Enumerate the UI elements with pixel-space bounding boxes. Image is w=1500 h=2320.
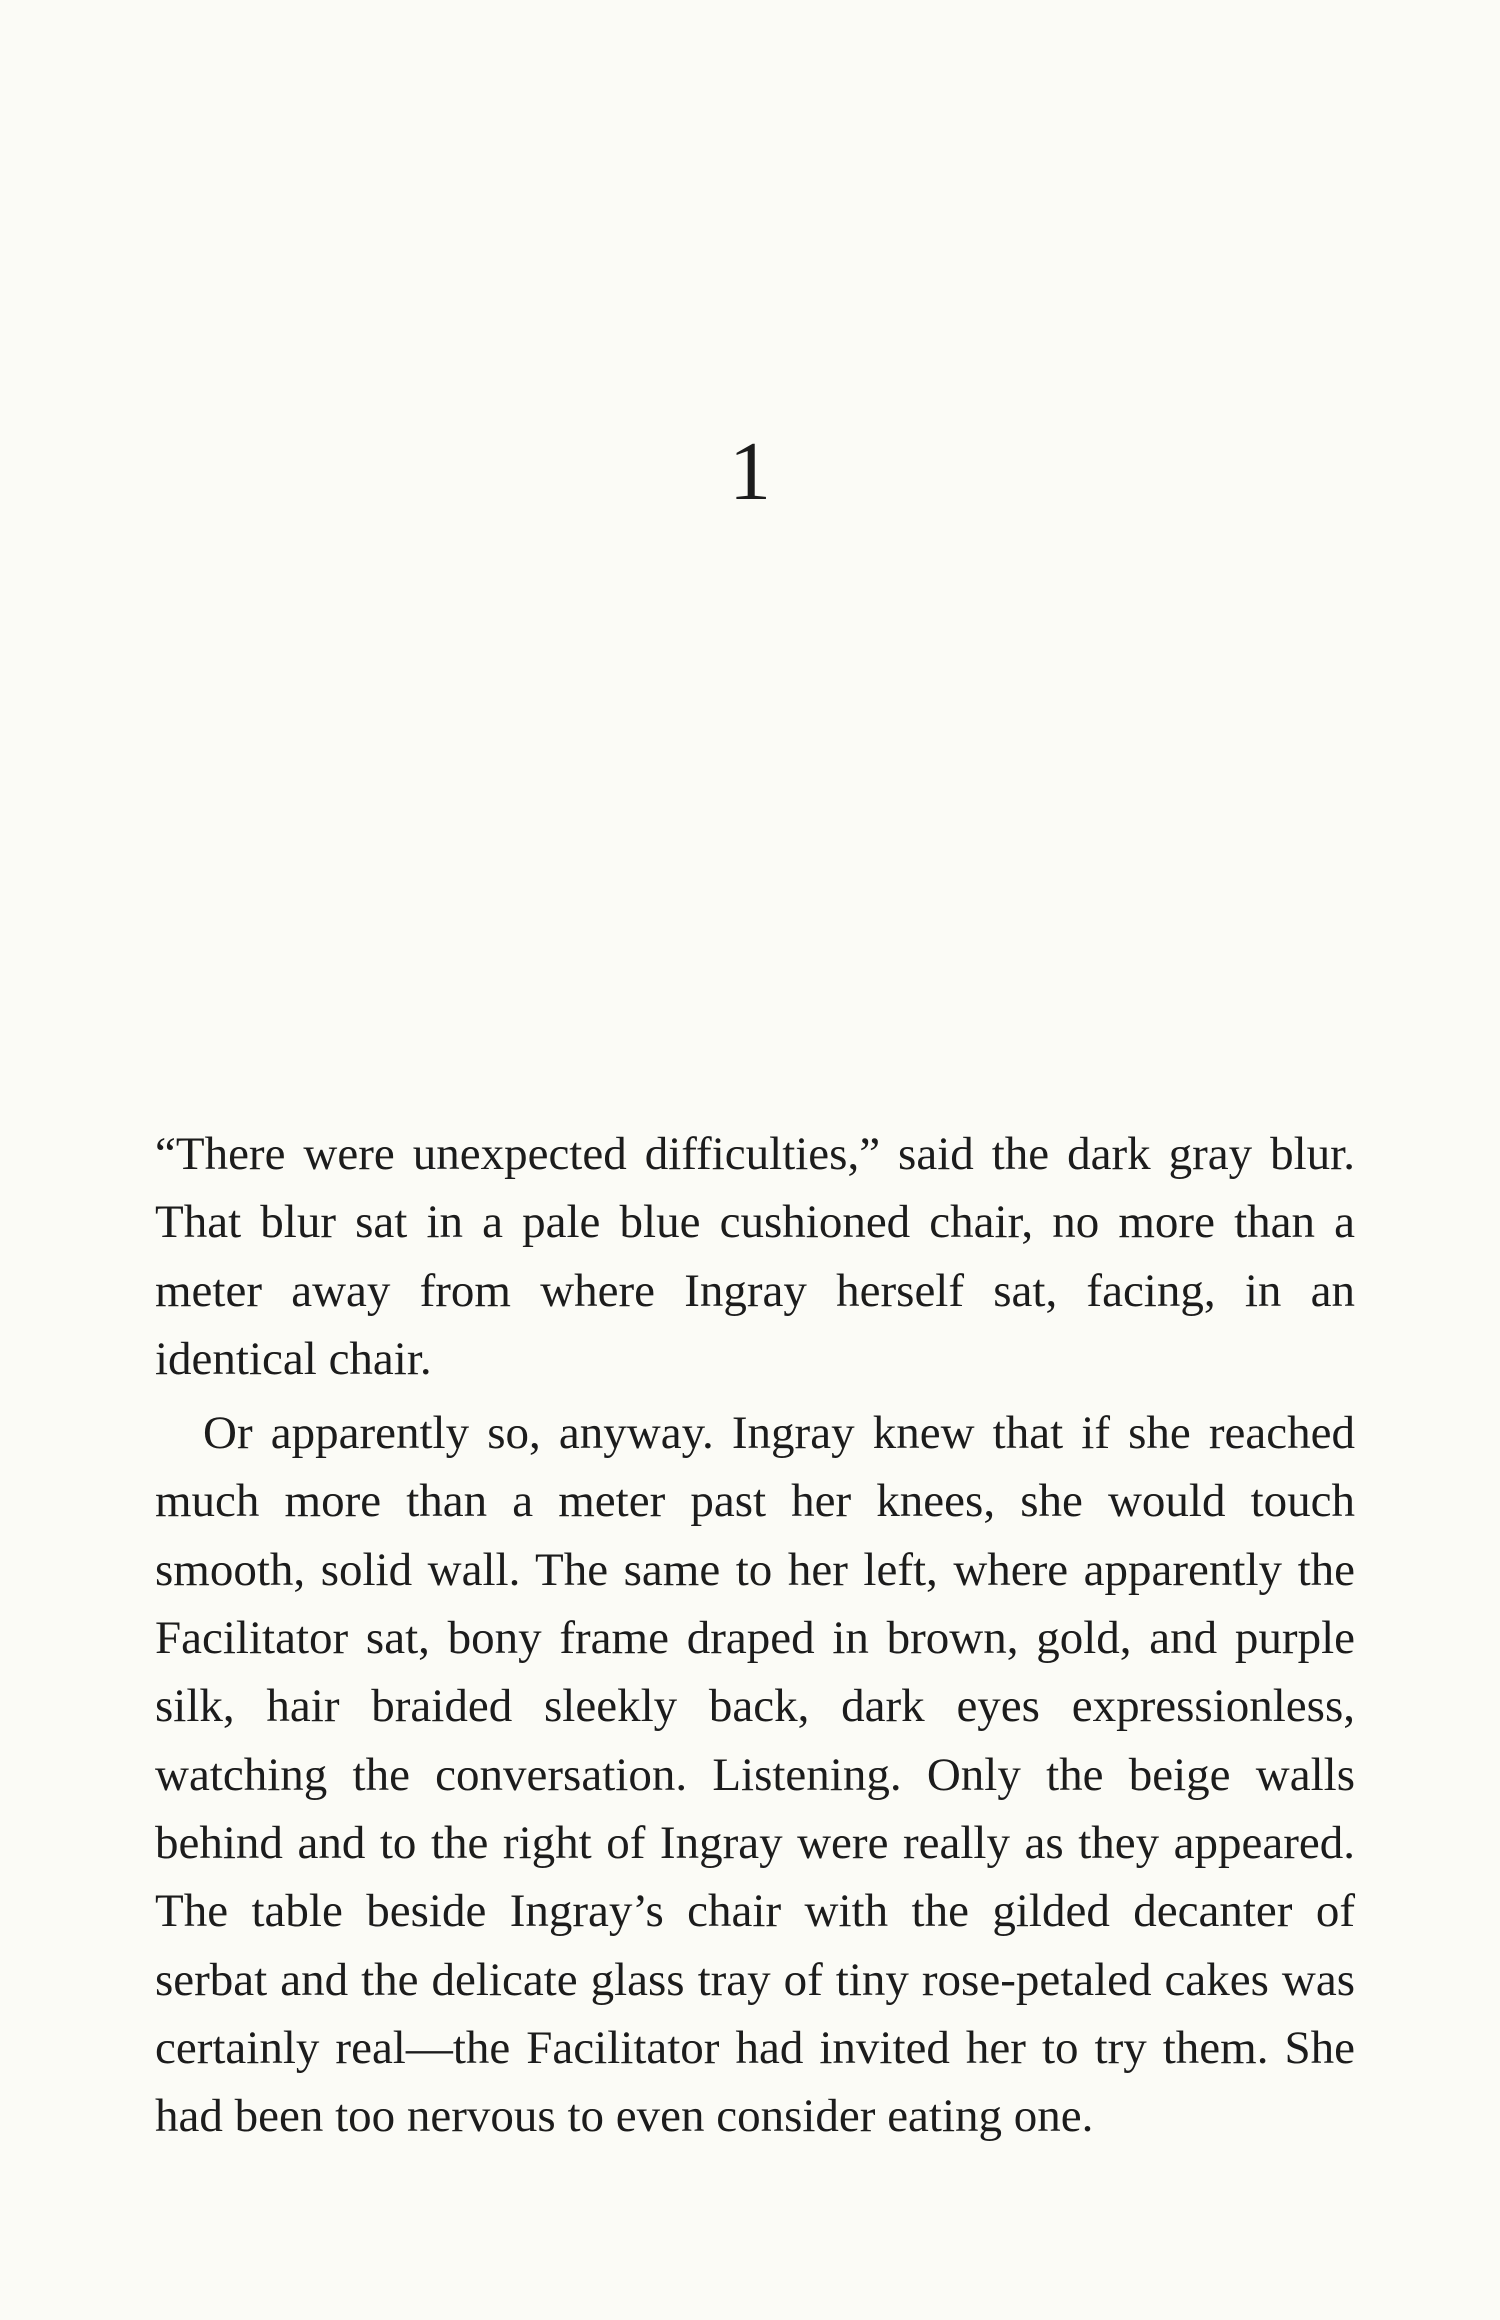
chapter-number: 1 xyxy=(729,425,771,518)
chapter-body xyxy=(155,1120,1355,2150)
paragraph-1: “There were unexpected difficulties,” said the dark gray blur. That blur sat in a pale blue cushioned chair, no more than a meter away from where Ingray herself sat, facing, in an identical chair. xyxy=(155,1128,1355,1385)
paragraph-2: Or apparently so, anyway. Ingray knew that if she reached much more than a meter past her knees, she would touch smooth, solid wall. The same to her left, where apparently the Facilitator sat, bony frame draped in brown, gold, and purple silk, hair braided sleekly back, dark eyes expressionless, watching the conversation. Listening. Only the beige walls behind and to the right of Ingray were really as they appeared. The table beside Ingray’s chair with the gilded decanter of serbat and the delicate glass tray of tiny rose-petaled cakes was certainly real—the Facilitator had invited her to try them. She had been too nervous to even consider eating one. xyxy=(155,1407,1355,2143)
